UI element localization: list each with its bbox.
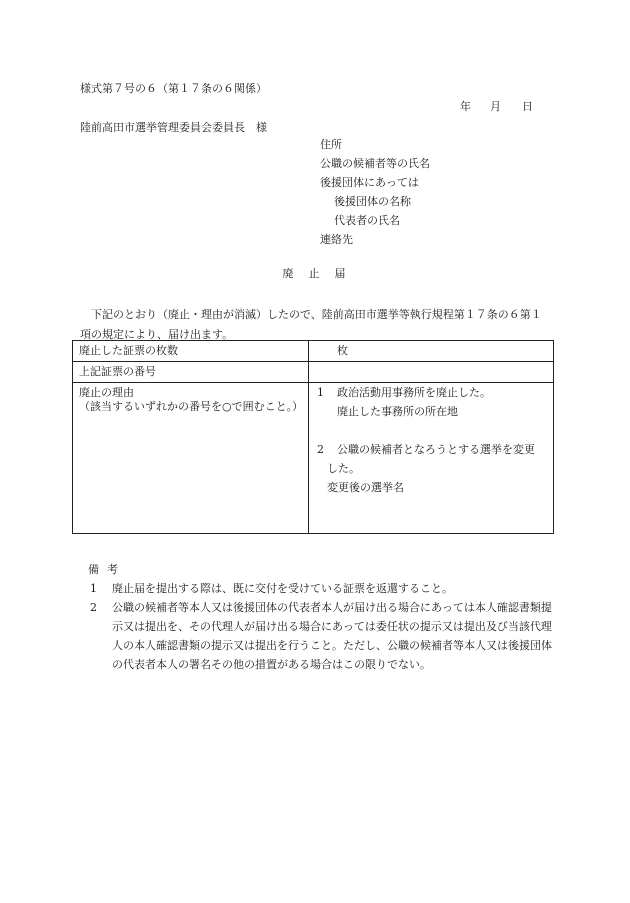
reason-label-cell xyxy=(73,383,309,534)
intro-text xyxy=(80,305,550,345)
note-2-number: 2 xyxy=(90,601,97,614)
table-row xyxy=(73,341,554,362)
sender-address-label: 住所 xyxy=(320,138,342,151)
reason-option-1[interactable] xyxy=(315,386,547,405)
table-row xyxy=(73,383,554,534)
reason-note: （該当するいずれかの番号を○で囲むこと。） xyxy=(79,400,304,413)
sender-representative-label: 代表者の氏名 xyxy=(334,214,400,227)
document-title: 廃 止 届 xyxy=(282,267,348,280)
note-1-text: 廃止届を提出する際は、既に交付を受けている証票を返還すること。 xyxy=(112,582,453,595)
option-2-sub: 変更後の選挙名 xyxy=(327,481,404,494)
sender-support-group-label: 後援団体にあっては xyxy=(320,176,419,189)
certificate-number-label: 上記証票の番号 xyxy=(73,362,309,383)
intro-line-1: 下記のとおり（廃止・理由が消滅）したので、陸前高田市選挙等執行規程第１７条の６第１ xyxy=(91,308,542,321)
note-1-number: 1 xyxy=(90,582,97,595)
abolished-count-field[interactable] xyxy=(309,341,554,362)
date-day-label: 日 xyxy=(522,100,533,113)
addressee: 陸前高田市選挙管理委員会委員長 様 xyxy=(80,121,267,134)
count-unit: 枚 xyxy=(337,344,348,357)
option-1-number: 1 xyxy=(317,386,324,399)
table-row xyxy=(73,362,554,383)
sender-block xyxy=(320,138,430,252)
note-item-1 xyxy=(80,579,560,598)
sender-group-name-label: 後援団体の名称 xyxy=(334,195,411,208)
reason-options-cell[interactable] xyxy=(309,383,554,534)
note-2-text: 公職の候補者等本人又は後援団体の代表者本人が届け出る場合にあっては本人確認書類提示又は提出を、その代理人が届け出る場合にあっては委任状の提示又は提出及び当該代理人の本人確認書類の提示又は提出を行うこと。ただし、公職の候補者等本人又は後援団体の代表者本人の署名その他の措置がある場合はこの限りでない。 xyxy=(112,601,552,671)
option-2-continued: した。 xyxy=(327,462,360,475)
option-2-number: 2 xyxy=(317,443,324,456)
date-year-label: 年 xyxy=(460,100,471,113)
sender-contact-label: 連絡先 xyxy=(320,233,353,246)
reason-label: 廃止の理由 xyxy=(79,386,134,399)
form-number: 様式第７号の６（第１７条の６関係） xyxy=(80,82,267,95)
date-month-label: 月 xyxy=(490,100,501,113)
form-table xyxy=(72,340,554,534)
intro-line-2: 項の規定により、届け出ます。 xyxy=(80,328,234,341)
reason-option-2[interactable] xyxy=(315,443,547,462)
abolished-count-label: 廃止した証票の枚数 xyxy=(73,341,309,362)
notes-section xyxy=(80,560,560,674)
option-1-text: 政治活動用事務所を廃止した。 xyxy=(337,386,491,399)
notes-heading: 備考 xyxy=(88,563,126,576)
note-item-2 xyxy=(80,598,560,674)
option-1-sub: 廃止した事務所の所在地 xyxy=(337,405,458,418)
option-2-text: 公職の候補者となろうとする選挙を変更 xyxy=(337,443,535,456)
certificate-number-field[interactable] xyxy=(309,362,554,383)
sender-candidate-name-label: 公職の候補者等の氏名 xyxy=(320,157,430,170)
